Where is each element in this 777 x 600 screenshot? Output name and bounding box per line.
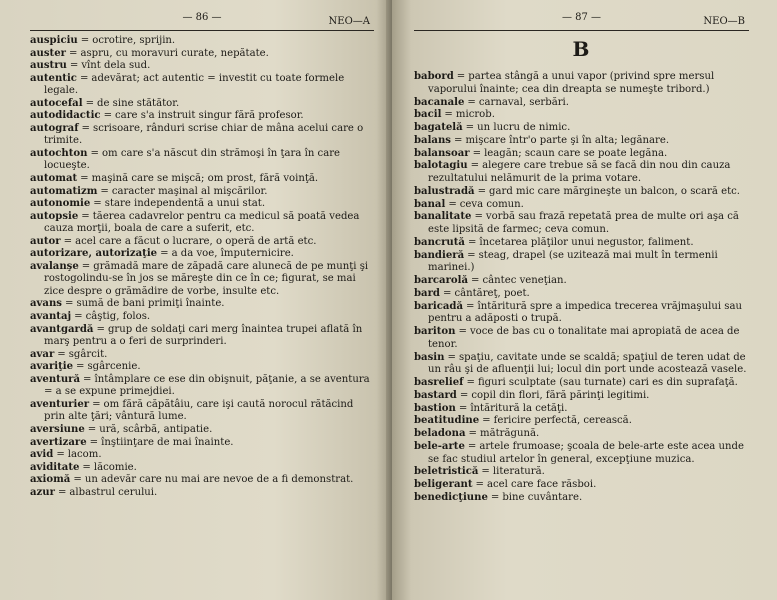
- dictionary-entry: [30, 60, 374, 73]
- entry-headword: autentic: [30, 72, 77, 84]
- entry-headword: balansoar: [414, 147, 470, 159]
- dictionary-entry: [414, 237, 749, 250]
- entry-headword: avantgardă: [30, 323, 94, 335]
- entry-definition: care s'a instruit singur fără profesor.: [115, 110, 304, 122]
- equals-sign: =: [83, 373, 92, 385]
- entry-definition: spaţiu, cavitate unde se scaldă; spaţiul de teren udat de un râu şi de afluenţii lui; locul din port unde acostează vasele.: [428, 351, 747, 376]
- dictionary-entry: [414, 479, 749, 492]
- equals-sign: =: [81, 210, 90, 222]
- equals-sign: =: [89, 436, 99, 448]
- entry-definition: mătrăgună.: [480, 428, 540, 439]
- equals-sign: =: [456, 71, 466, 82]
- dictionary-entry: [30, 148, 374, 173]
- equals-sign: =: [57, 486, 67, 498]
- entry-definition: sgârcit.: [68, 348, 108, 360]
- equals-sign: =: [474, 211, 483, 223]
- entry-headword: axiomă: [30, 474, 71, 486]
- right-header-rule: [414, 30, 749, 31]
- entry-headword: azur: [30, 486, 55, 498]
- dictionary-entry: [414, 466, 749, 479]
- equals-sign: =: [74, 311, 83, 323]
- dictionary-entry: [30, 298, 374, 311]
- entry-headword: barcarolă: [414, 275, 469, 286]
- entry-headword: balustradă: [414, 185, 475, 197]
- dictionary-entry: [414, 441, 749, 467]
- equals-sign: =: [63, 235, 73, 247]
- entry-headword: autochton: [30, 147, 88, 159]
- entry-headword: autopsie: [30, 210, 79, 222]
- entry-definition: bine cuvântare.: [502, 491, 583, 503]
- entry-definition: ceva comun.: [459, 198, 524, 210]
- entry-headword: avantaj: [30, 311, 72, 323]
- equals-sign: =: [481, 466, 490, 478]
- entry-headword: avans: [30, 298, 62, 310]
- equals-sign: =: [465, 122, 475, 133]
- dictionary-entry: [414, 71, 749, 97]
- entry-definition: voce de bas cu o tonalitate mai apropiată de acea de tenor.: [428, 326, 740, 350]
- entry-definition: adevărat; act autentic = investit cu toate formele legale.: [44, 72, 345, 97]
- entry-headword: austru: [30, 60, 67, 72]
- entry-definition: de sine stătător.: [97, 97, 180, 109]
- entry-definition: vînt dela sud.: [81, 60, 151, 72]
- entry-headword: aviditate: [30, 461, 80, 473]
- entry-definition: stare independentă a unui stat.: [104, 198, 266, 210]
- right-page: [392, 0, 777, 600]
- equals-sign: =: [466, 300, 475, 312]
- equals-sign: =: [477, 185, 487, 197]
- entry-headword: automat: [30, 173, 78, 185]
- dictionary-entry: [414, 377, 749, 390]
- equals-sign: =: [444, 109, 453, 121]
- equals-sign: =: [470, 160, 480, 172]
- entry-headword: balotagiu: [414, 160, 468, 172]
- entry-headword: basrelief: [414, 377, 464, 388]
- left-header-rule: [30, 30, 374, 31]
- entry-definition: câştig, folos.: [85, 311, 151, 323]
- entry-definition: om fără căpătâiu, care işi caută norocul rătăcind prin alte ţări; vântură lume.: [44, 398, 354, 423]
- dictionary-entry: [30, 361, 374, 374]
- equals-sign: =: [466, 377, 475, 388]
- dictionary-entry: [30, 437, 374, 450]
- dictionary-entry: [30, 424, 374, 437]
- entry-headword: beatitudine: [414, 415, 480, 427]
- equals-sign: =: [490, 491, 500, 503]
- entry-definition: albastrul cerului.: [69, 486, 158, 498]
- equals-sign: =: [81, 260, 91, 272]
- equals-sign: =: [454, 134, 463, 146]
- equals-sign: =: [96, 323, 105, 335]
- dictionary-entry: [414, 275, 749, 288]
- equals-sign: =: [467, 440, 477, 452]
- dictionary-entry: [30, 474, 374, 487]
- entry-headword: bele-arte: [414, 440, 465, 452]
- equals-sign: =: [87, 423, 97, 435]
- dictionary-entry: [414, 250, 749, 276]
- dictionary-entry: [30, 324, 374, 349]
- left-entry-list: [30, 35, 374, 499]
- dictionary-entry: [414, 492, 749, 505]
- dictionary-entry: [30, 399, 374, 424]
- entry-definition: sumă de bani primiţi înainte.: [76, 298, 225, 310]
- equals-sign: =: [448, 198, 457, 210]
- equals-sign: =: [103, 110, 113, 122]
- entry-headword: autorizare, autorizaţie: [30, 248, 158, 260]
- entry-definition: acel care face răsboi.: [486, 479, 597, 490]
- entry-definition: un lucru de nimic.: [477, 122, 571, 133]
- entry-definition: steag, drapel (se uzitează mai mult în termenii marinei.): [428, 249, 718, 274]
- dictionary-entry: [414, 122, 749, 135]
- entry-definition: copil din flori, fără părinţi legitimi.: [471, 389, 650, 401]
- right-entry-list: [414, 71, 749, 505]
- dictionary-entry: [30, 248, 374, 261]
- entry-definition: mişcare într'o parte şi în alta; legănare.: [465, 134, 670, 146]
- left-running-head: NEO—A: [328, 16, 370, 27]
- entry-definition: leagăn; scaun care se poate legăna.: [484, 147, 668, 159]
- entry-definition: fericire perfectă, cerească.: [493, 415, 632, 427]
- entry-headword: basin: [414, 351, 445, 363]
- equals-sign: =: [458, 326, 467, 337]
- entry-definition: scrisoare, rânduri scrise chiar de mâna acelui care o trimite.: [44, 122, 364, 147]
- equals-sign: =: [458, 402, 468, 414]
- entry-headword: aventură: [30, 373, 81, 385]
- equals-sign: =: [92, 398, 101, 410]
- entry-headword: bancrută: [414, 236, 465, 248]
- entry-headword: balans: [414, 134, 451, 146]
- equals-sign: =: [56, 449, 65, 461]
- entry-headword: bariton: [414, 326, 456, 337]
- right-page-number: — 87 —: [561, 12, 602, 23]
- entry-definition: microb.: [455, 109, 495, 121]
- entry-definition: un adevăr care nu mai are nevoe de a fi demonstrat.: [84, 474, 354, 486]
- entry-headword: avariţie: [30, 361, 74, 373]
- entry-headword: beligerant: [414, 479, 473, 490]
- dictionary-entry: [30, 487, 374, 500]
- entry-definition: lacom.: [67, 449, 102, 461]
- dictionary-entry: [414, 352, 749, 378]
- entry-definition: figuri sculptate (sau turnate) cari es din suprafaţă.: [477, 377, 738, 388]
- dictionary-entry: [414, 97, 749, 110]
- entry-definition: ură, scârbă, antipatie.: [99, 423, 213, 435]
- equals-sign: =: [73, 474, 82, 486]
- dictionary-entry: [30, 449, 374, 462]
- equals-sign: =: [100, 185, 109, 197]
- dictionary-entry: [30, 261, 374, 299]
- entry-definition: încetarea plăţilor unui negustor, faliment.: [479, 236, 694, 248]
- entry-definition: a da voe, împuternicire.: [171, 248, 294, 260]
- entry-headword: baricadă: [414, 300, 464, 312]
- equals-sign: =: [93, 198, 102, 210]
- entry-definition: înştiinţare de mai înainte.: [101, 436, 234, 448]
- dictionary-entry: [30, 98, 374, 111]
- dictionary-entry: [30, 173, 374, 186]
- dictionary-entry: [30, 123, 374, 148]
- entry-headword: autograf: [30, 122, 79, 134]
- entry-headword: bard: [414, 287, 440, 299]
- entry-definition: om care s'a născut din strămoşi în ţara în care locueşte.: [44, 147, 341, 172]
- entry-definition: vorbă sau frază repetată prea de multe ori aşa că este lipsită de farmec; ceva comun.: [428, 211, 739, 235]
- dictionary-entry: [414, 135, 749, 148]
- equals-sign: =: [69, 60, 79, 72]
- entry-headword: aversiune: [30, 423, 85, 435]
- dictionary-entry: [30, 462, 374, 475]
- left-running-header: [30, 10, 374, 28]
- equals-sign: =: [64, 298, 74, 310]
- entry-headword: bacanale: [414, 96, 465, 108]
- entry-headword: autonomie: [30, 198, 91, 210]
- entry-headword: bandieră: [414, 249, 465, 261]
- equals-sign: =: [459, 389, 469, 401]
- dictionary-entry: [414, 186, 749, 199]
- entry-definition: literatură.: [492, 466, 545, 478]
- equals-sign: =: [82, 461, 91, 473]
- equals-sign: =: [81, 122, 91, 134]
- entry-definition: maşină care se mişcă; om prost, fără voinţă.: [91, 173, 319, 185]
- entry-definition: aspru, cu moravuri curate, nepătate.: [80, 47, 269, 59]
- equals-sign: =: [467, 249, 476, 261]
- dictionary-entry: [30, 349, 374, 362]
- equals-sign: =: [468, 428, 477, 439]
- equals-sign: =: [442, 287, 452, 299]
- right-running-head: NEO—B: [703, 16, 745, 27]
- equals-sign: =: [90, 147, 99, 159]
- equals-sign: =: [79, 72, 89, 84]
- equals-sign: =: [475, 479, 484, 490]
- entry-headword: beladona: [414, 428, 466, 439]
- equals-sign: =: [57, 348, 66, 360]
- entry-definition: lăcomie.: [93, 461, 137, 473]
- entry-headword: automatizm: [30, 185, 98, 197]
- dictionary-entry: [414, 160, 749, 186]
- entry-definition: acel care a făcut o lucrare, o operă de artă etc.: [75, 235, 317, 247]
- entry-headword: beletristică: [414, 466, 479, 478]
- entry-definition: grup de soldaţi cari merg înaintea trupei aflată în marş pentru a o feri de surprinderi.: [44, 323, 363, 348]
- entry-definition: alegere care trebue să se facă din nou din cauza rezultatului nelămurit de la prima votare.: [428, 160, 731, 184]
- dictionary-entry: [414, 403, 749, 416]
- entry-definition: întăritură spre a impedica trecerea vrăjmaşului sau pentru a adăposti o trupă.: [428, 300, 742, 325]
- entry-definition: carnaval, serbări.: [478, 96, 569, 108]
- equals-sign: =: [467, 96, 476, 108]
- entry-headword: autodidactic: [30, 110, 101, 122]
- dictionary-entry: [30, 48, 374, 61]
- entry-definition: tăerea cadavrelor pentru ca medicul să poată vedea cauza morţii, boala de care a suferit, etc.: [44, 210, 360, 235]
- dictionary-entry: [414, 199, 749, 212]
- entry-headword: avid: [30, 449, 54, 461]
- equals-sign: =: [68, 47, 78, 59]
- entry-headword: auspiciu: [30, 35, 78, 46]
- dictionary-entry: [30, 198, 374, 211]
- left-page-number: — 86 —: [182, 12, 222, 23]
- section-letter: B: [572, 37, 591, 61]
- dictionary-entry: [30, 73, 374, 98]
- dictionary-entry: [414, 109, 749, 122]
- entry-headword: autor: [30, 235, 61, 247]
- entry-definition: cântăreţ, poet.: [454, 287, 530, 299]
- entry-headword: babord: [414, 71, 454, 82]
- entry-headword: auster: [30, 47, 66, 59]
- dictionary-entry: [414, 390, 749, 403]
- entry-definition: întăritură la cetăţi.: [470, 402, 568, 414]
- dictionary-entry: [414, 415, 749, 428]
- equals-sign: =: [467, 236, 477, 248]
- entry-definition: sgârcenie.: [87, 361, 141, 373]
- dictionary-entry: [414, 301, 749, 327]
- equals-sign: =: [80, 173, 89, 185]
- dictionary-entry: [414, 428, 749, 441]
- dictionary-entry: [414, 148, 749, 161]
- entry-headword: avalanşe: [30, 260, 79, 272]
- entry-headword: avertizare: [30, 436, 87, 448]
- dictionary-entry: [30, 35, 374, 48]
- entry-definition: grămadă mare de zăpadă care alunecă de pe munţi şi rostogolindu-se în jos se măreşte din ce în ce; figurat, se mai zice despre o grămădire de vorbe, insulte etc.: [44, 260, 369, 297]
- entry-headword: autocefal: [30, 97, 83, 109]
- entry-definition: întâmplare ce ese din obişnuit, păţanie, a se aventura = a se expune primejdiei.: [44, 373, 370, 398]
- equals-sign: =: [471, 275, 480, 286]
- dictionary-entry: [414, 326, 749, 352]
- entry-headword: bastard: [414, 389, 457, 401]
- equals-sign: =: [472, 147, 482, 159]
- equals-sign: =: [447, 351, 456, 363]
- dictionary-entry: [30, 110, 374, 123]
- dictionary-entry: [414, 288, 749, 301]
- entry-definition: gard mic care mărgineşte un balcon, o scară etc.: [489, 185, 741, 197]
- dictionary-entry: [30, 186, 374, 199]
- entry-definition: partea stângă a unui vapor (privind spre mersul vaporului înainte; cea din dreapta se numeşte tribord.): [428, 71, 715, 95]
- entry-headword: aventurier: [30, 398, 90, 410]
- entry-definition: cântec veneţian.: [482, 275, 567, 286]
- entry-headword: bacil: [414, 109, 442, 121]
- dictionary-entry: [30, 374, 374, 399]
- entry-headword: bagatelă: [414, 122, 463, 133]
- equals-sign: =: [482, 415, 491, 427]
- dictionary-entry: [30, 211, 374, 236]
- entry-headword: banalitate: [414, 211, 472, 223]
- dictionary-entry: [30, 236, 374, 249]
- entry-headword: banal: [414, 198, 446, 210]
- right-running-header: [414, 10, 749, 28]
- equals-sign: =: [160, 248, 169, 260]
- entry-headword: avar: [30, 348, 55, 360]
- entry-headword: benedicţiune: [414, 491, 488, 503]
- dictionary-entry: [30, 311, 374, 324]
- equals-sign: =: [76, 361, 85, 373]
- entry-headword: bastion: [414, 402, 456, 414]
- equals-sign: =: [85, 97, 95, 109]
- entry-definition: ocrotire, sprijin.: [92, 35, 176, 46]
- equals-sign: =: [80, 35, 90, 46]
- entry-definition: artele frumoase; şcoala de bele-arte este acea unde se fac studiul artelor în general, excepţiune muzica.: [428, 440, 744, 465]
- entry-definition: caracter maşinal al mişcărilor.: [111, 185, 268, 197]
- dictionary-entry: [414, 211, 749, 237]
